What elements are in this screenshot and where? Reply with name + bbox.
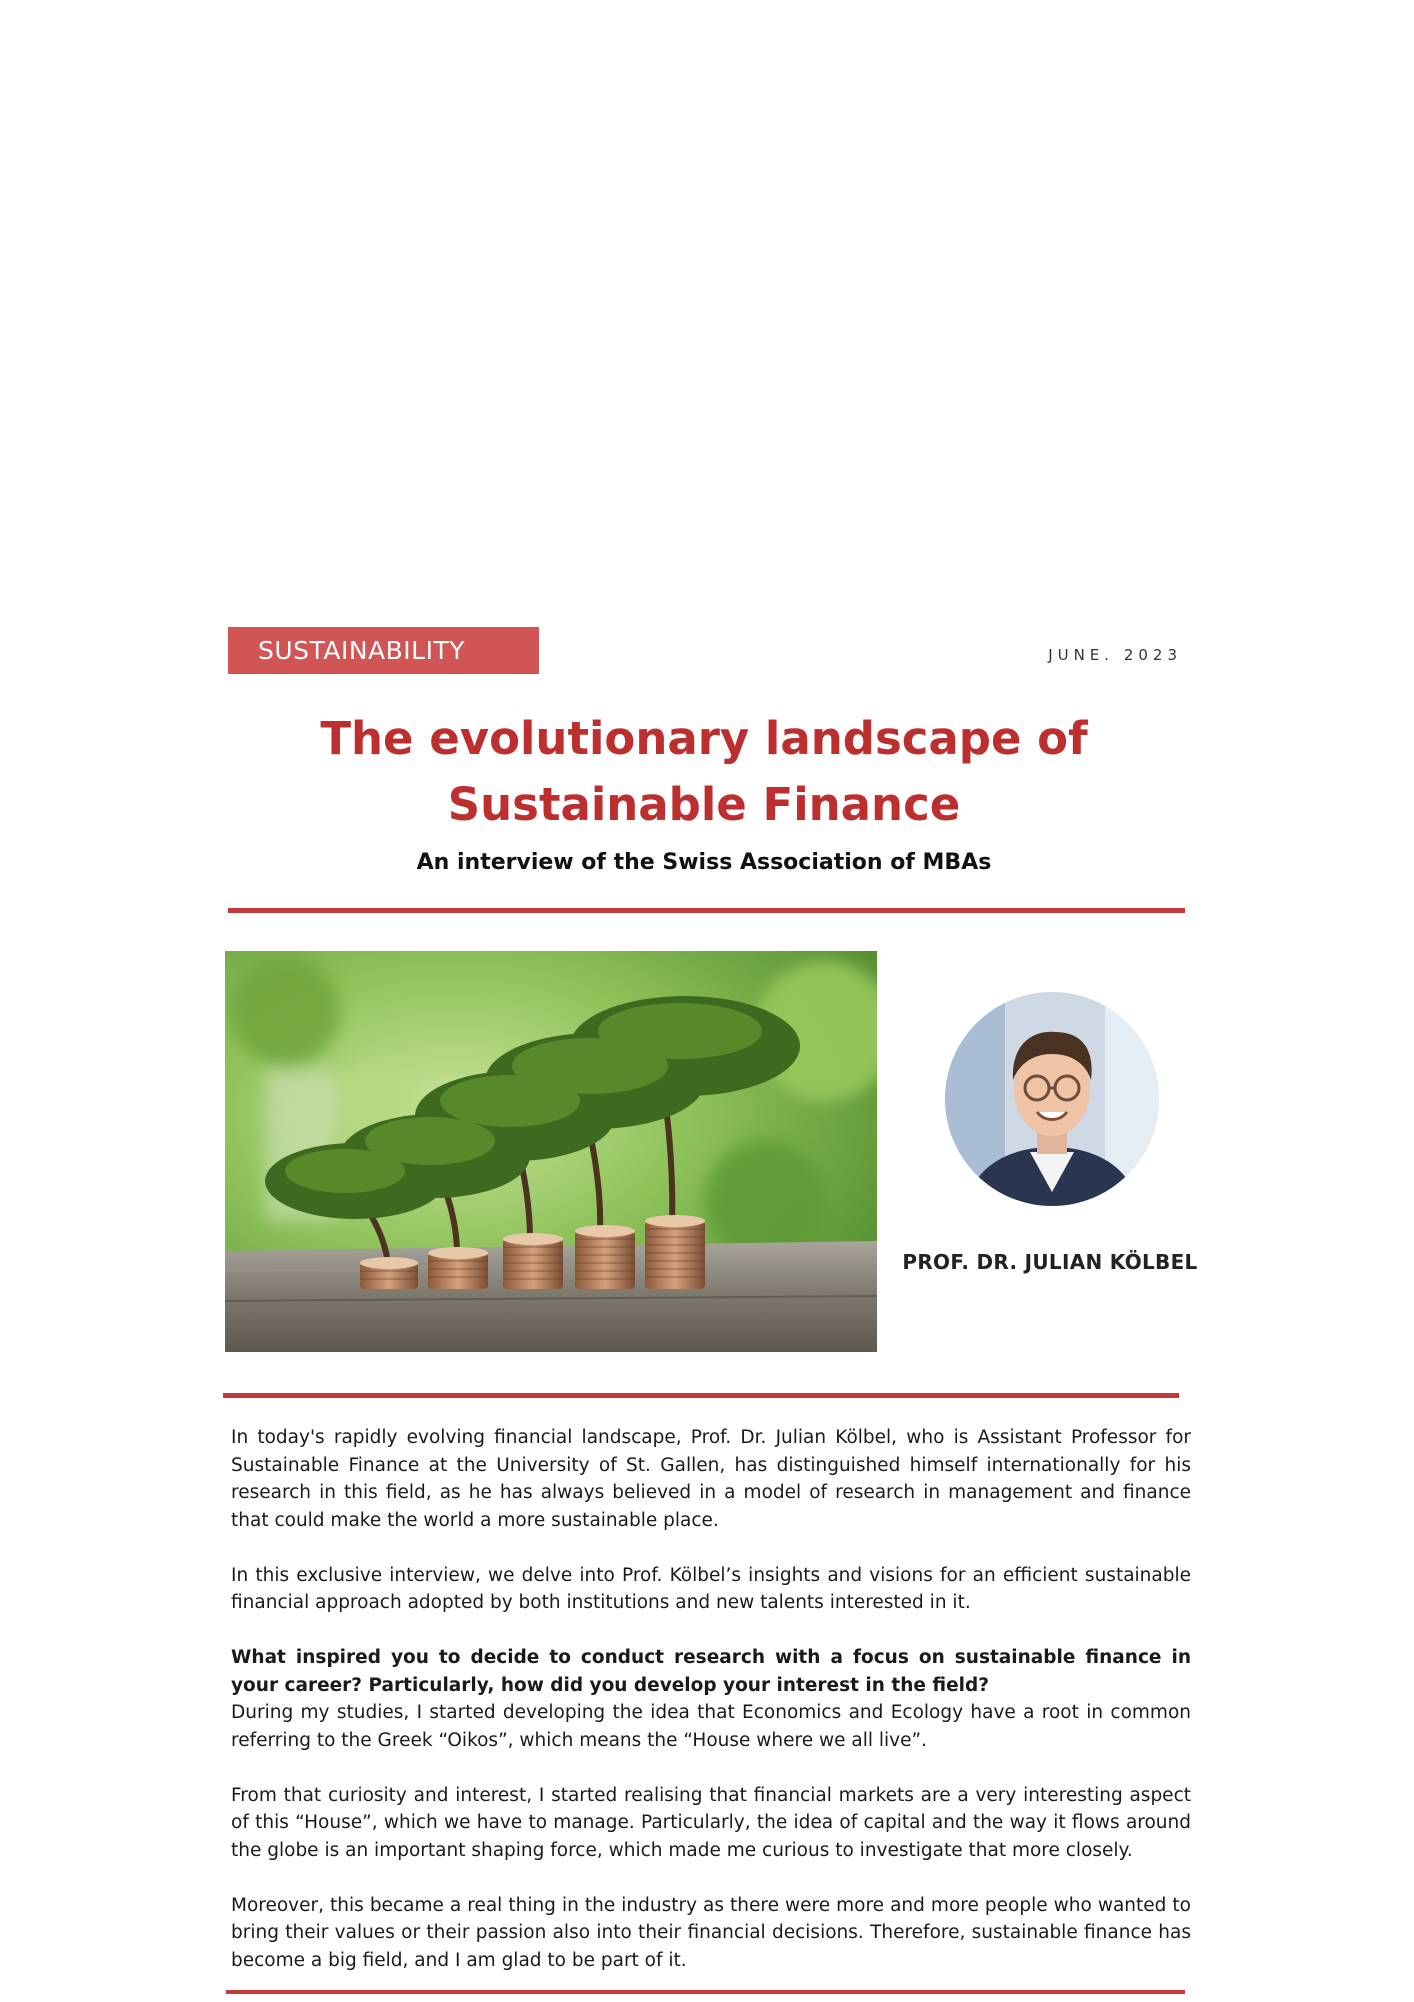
- interviewee-name: PROF. DR. JULIAN KÖLBEL: [902, 1250, 1198, 1274]
- article-subtitle: An interview of the Swiss Association of MBAs: [416, 850, 992, 875]
- hero-image: [225, 951, 877, 1352]
- intro-paragraph-2: In this exclusive interview, we delve into Prof. Kölbel’s insights and visions for an efficient sustainable financial approach adopted by both institutions and new talents interested in it.: [231, 1564, 1191, 1613]
- interview-question-1: What inspired you to decide to conduct research with a focus on sustainable finance in your career? Particularly, how did you develop your interest in the field?: [231, 1647, 1191, 1696]
- title-line-2: Sustainable Finance: [447, 778, 961, 831]
- title-line-1: The evolutionary landscape of: [320, 712, 1088, 765]
- article-title: [228, 706, 1180, 838]
- divider-bottom: [226, 1990, 1185, 1994]
- article-body: [231, 1424, 1191, 2002]
- avatar: [945, 992, 1159, 1206]
- answer-paragraph-1: During my studies, I started developing the idea that Economics and Ecology have a root in common referring to the Greek “Oikos”, which means the “House where we all live”.: [231, 1702, 1191, 1751]
- issue-date: JUNE. 2023: [1048, 646, 1182, 664]
- intro-paragraph-1: In today's rapidly evolving financial landscape, Prof. Dr. Julian Kölbel, who is Assistant Professor for Sustainable Finance at the University of St. Gallen, has distinguished himself internationally for his research in this field, as he has always believed in a model of research in management and finance that could make the world a more sustainable place.: [231, 1427, 1191, 1531]
- portrait-illustration: [945, 992, 1159, 1206]
- answer-paragraph-2: From that curiosity and interest, I started realising that financial markets are a very interesting aspect of this “House”, which we have to manage. Particularly, the idea of capital and the way it flows around the globe is an important shaping force, which made me curious to investigate that more closely.: [231, 1784, 1191, 1861]
- answer-paragraph-3: Moreover, this became a real thing in the industry as there were more and more people who wanted to bring their values or their passion also into their financial decisions. Therefore, sustainable finance has become a big field, and I am glad to be part of it.: [231, 1894, 1191, 1971]
- category-tag: SUSTAINABILITY: [228, 627, 539, 674]
- trees-on-coins-illustration: [225, 951, 877, 1352]
- divider-top: [228, 908, 1185, 913]
- divider-middle: [223, 1393, 1179, 1398]
